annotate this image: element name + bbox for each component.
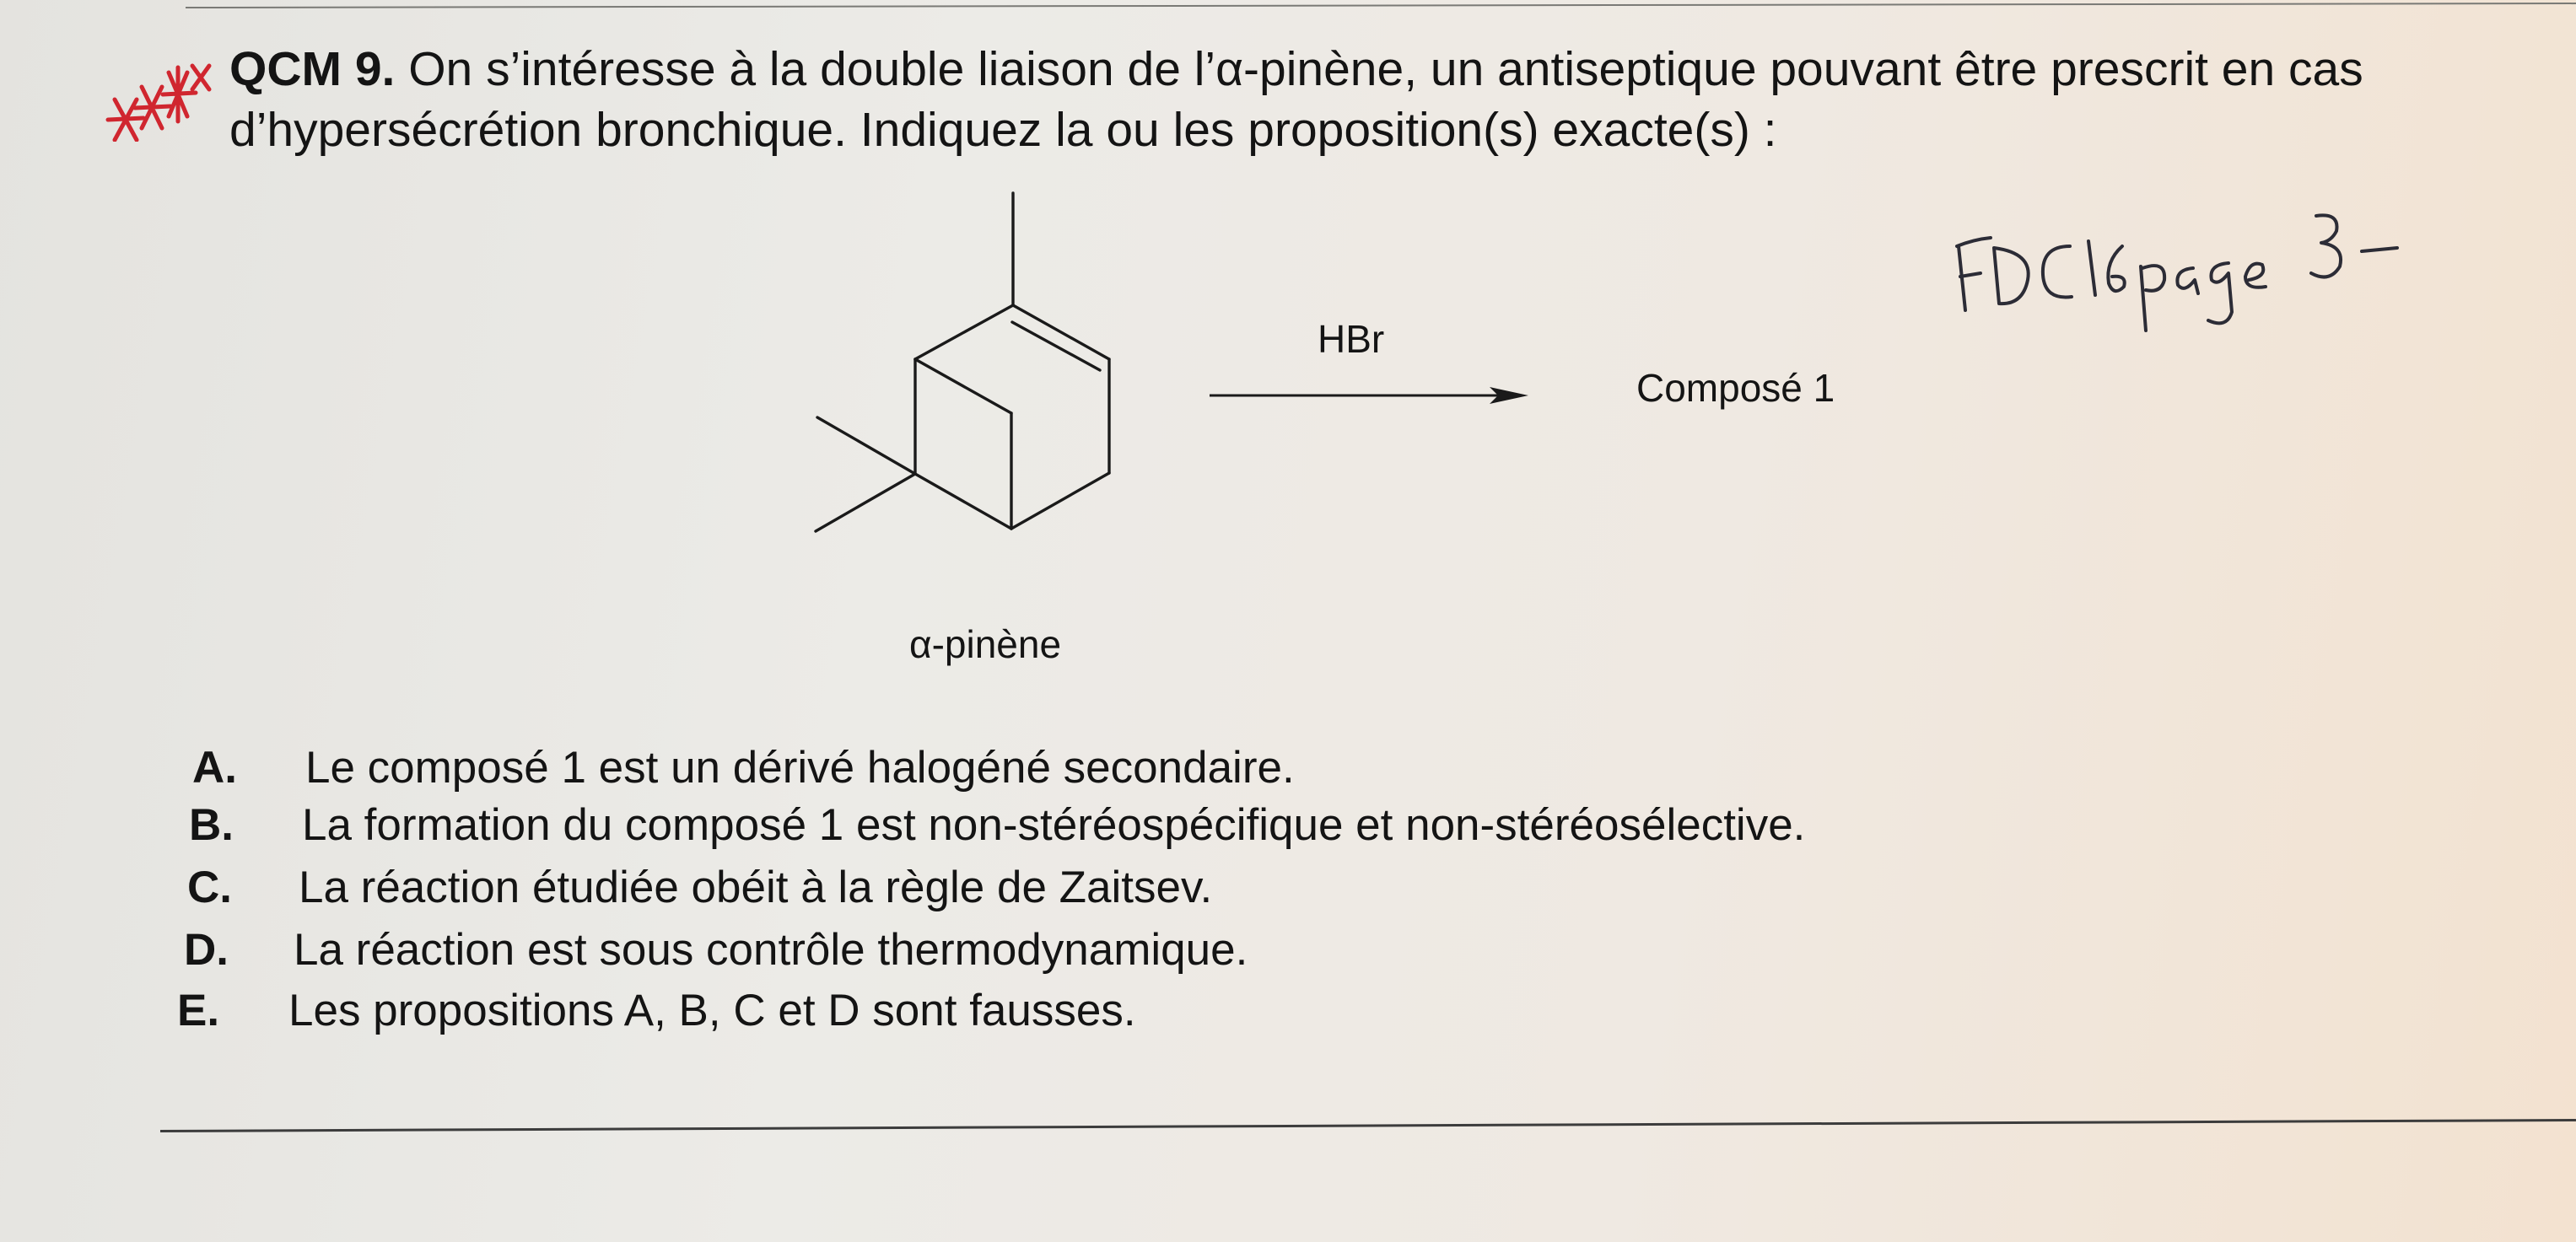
reaction-arrow <box>1208 384 1537 409</box>
alpha-pinene-structure <box>806 190 1126 544</box>
question-number: QCM 9. <box>229 42 396 96</box>
option-letter: B. <box>189 800 234 850</box>
option-letter: E. <box>177 986 220 1035</box>
option-d <box>184 924 1248 976</box>
red-stars-icon <box>100 40 226 142</box>
product-label: Composé 1 <box>1636 366 1835 410</box>
option-a <box>192 742 1295 793</box>
option-text: La formation du composé 1 est non-stéréospécifique et non-stéréosélective. <box>302 800 1806 850</box>
bottom-rule <box>160 1119 2576 1132</box>
option-text: La réaction étudiée obéit à la règle de Zaitsev. <box>299 863 1213 912</box>
option-text: La réaction est sous contrôle thermodynamique. <box>294 925 1248 975</box>
option-letter: D. <box>184 925 229 975</box>
option-text: Le composé 1 est un dérivé halogéné secondaire. <box>305 743 1295 793</box>
option-text: Les propositions A, B, C et D sont fausses. <box>288 986 1136 1035</box>
option-e <box>177 985 1136 1036</box>
handwritten-note <box>1940 202 2412 337</box>
reagent-label: HBr <box>1318 317 1385 361</box>
top-rule <box>186 3 2576 8</box>
option-letter: A. <box>192 743 237 793</box>
option-letter: C. <box>187 863 232 912</box>
question-header <box>229 39 2541 160</box>
question-text: On s’intéresse à la double liaison de l’α-pinène, un antiseptique pouvant être prescrit en cas d’hypersécrétion bronchique. Indiquez la ou les proposition(s) exacte(s) : <box>229 42 2363 157</box>
reactant-name: α-pinène <box>909 622 1062 666</box>
option-c <box>187 862 1212 913</box>
option-b <box>189 799 1805 851</box>
